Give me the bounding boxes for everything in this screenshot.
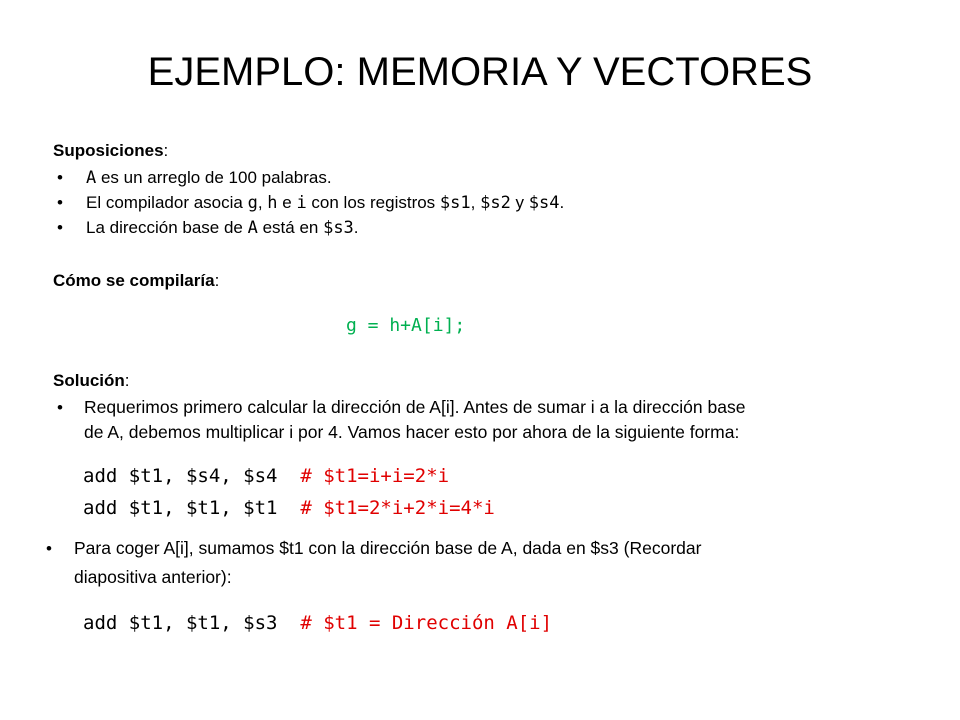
item-text: y [510, 193, 529, 212]
var-g: g [247, 193, 258, 213]
reg-s2: $s2 [480, 193, 511, 213]
compilar-colon: : [214, 271, 220, 290]
asm-instruction: add $t1, $s4, $s4 [83, 465, 278, 487]
asm-comment: # $t1 = Dirección A[i] [300, 612, 553, 634]
suposiciones-colon: : [163, 141, 169, 160]
slide-title: EJEMPLO: MEMORIA Y VECTORES [147, 50, 813, 94]
paragraph-line: Requerimos primero calcular la dirección de A[i]. Antes de sumar i a la dirección base [84, 397, 746, 417]
suposicion-item-3 [86, 215, 359, 241]
asm-instruction: add $t1, $t1, $s3 [83, 612, 278, 634]
solucion-colon: : [124, 371, 130, 390]
solucion-paragraph-2 [74, 536, 934, 590]
asm-comment: # $t1=i+i=2*i [300, 465, 450, 487]
item-text: con los registros [306, 193, 440, 212]
item-text: está en [257, 218, 324, 237]
paragraph-line: Para coger A[i], sumamos $t1 con la dirección base de A, dada en $s3 (Recordar [74, 538, 702, 558]
item-text: . [353, 218, 359, 237]
asm-line-1 [83, 464, 449, 489]
bullet-icon: • [57, 218, 63, 237]
asm-line-3 [83, 611, 552, 636]
compilar-heading [53, 268, 219, 293]
reg-s3: $s3 [323, 218, 354, 238]
suposicion-item-2 [86, 190, 564, 216]
item-text: La dirección base de [86, 218, 248, 237]
solucion-heading-text: Solución [53, 371, 125, 390]
suposicion-item-1 [86, 165, 332, 191]
bullet-icon: • [57, 398, 63, 417]
suposiciones-heading-text: Suposiciones [53, 141, 164, 160]
suposiciones-heading [53, 138, 168, 163]
asm-instruction: add $t1, $t1, $t1 [83, 497, 278, 519]
compilar-heading-text: Cómo se compilaría [53, 271, 215, 290]
reg-s1: $s1 [439, 193, 471, 213]
var-a: A [247, 218, 258, 238]
paragraph-line: de A, debemos multiplicar i por 4. Vamos hacer esto por ahora de la siguiente forma: [84, 422, 740, 442]
item-text: , [257, 193, 268, 212]
item-text: es un arreglo de 100 palabras. [96, 168, 332, 187]
asm-line-2 [83, 496, 495, 521]
item-text: El compilador asocia [86, 193, 248, 212]
var-i: i [296, 193, 307, 213]
var-h: h [267, 193, 278, 213]
bullet-icon: • [57, 168, 63, 187]
solucion-heading [53, 368, 130, 393]
solucion-paragraph-1 [84, 395, 944, 445]
item-text: . [559, 193, 565, 212]
bullet-icon: • [57, 193, 63, 212]
item-text: e [277, 193, 297, 212]
paragraph-line: diapositiva anterior): [74, 567, 232, 587]
bullet-icon: • [46, 539, 52, 558]
asm-comment: # $t1=2*i+2*i=4*i [300, 497, 495, 519]
reg-s4: $s4 [528, 193, 560, 213]
item-text: , [470, 193, 481, 212]
var-a: A [86, 168, 97, 188]
source-code-line: g = h+A[i]; [346, 315, 466, 336]
